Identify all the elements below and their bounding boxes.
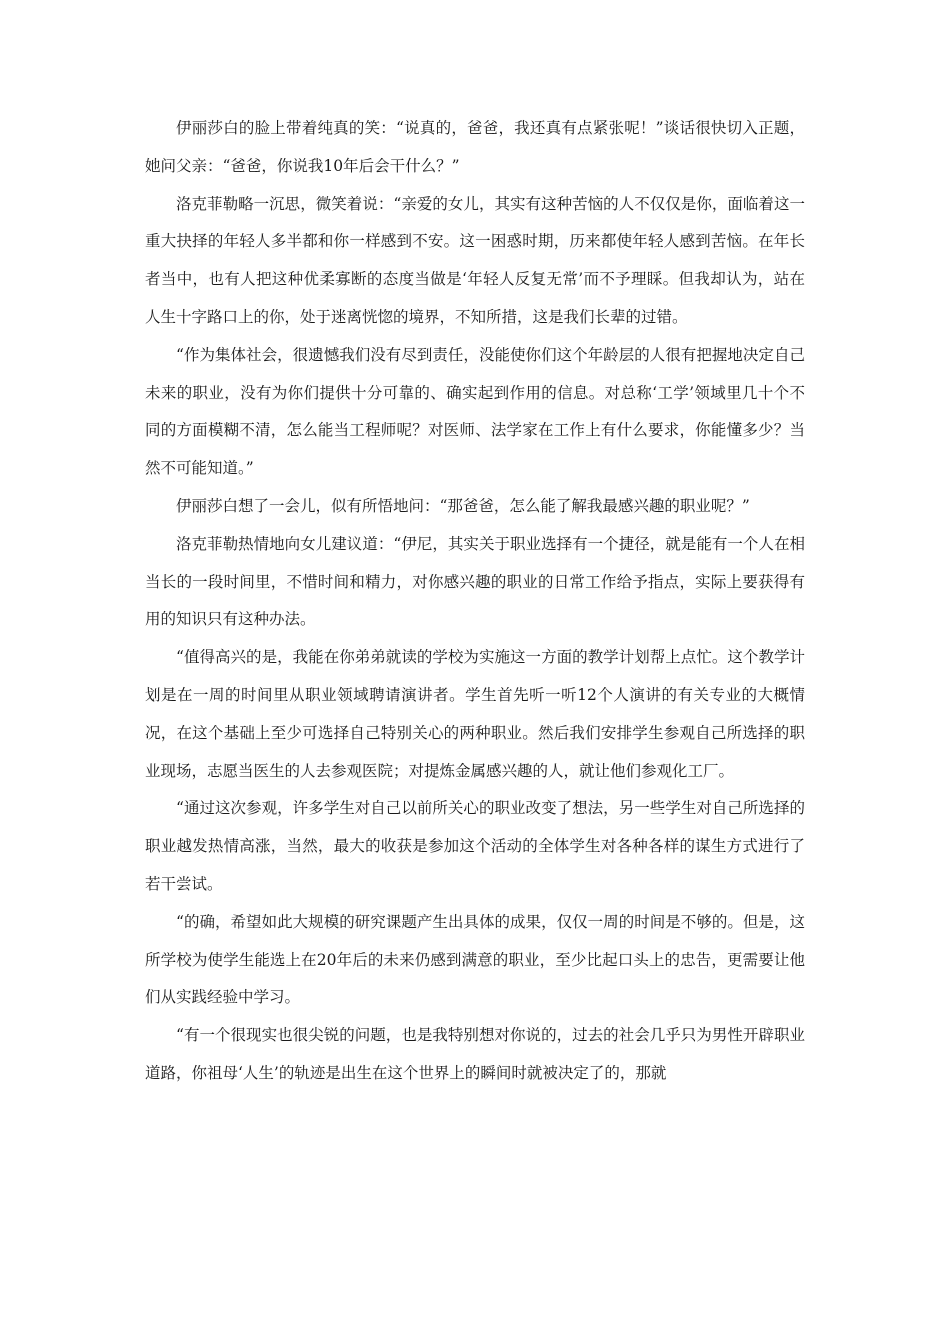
paragraph-5: 洛克菲勒热情地向女儿建议道：“伊尼，其实关于职业选择有一个捷径，就是能有一个人在相当长的一段时间里，不惜时间和精力，对你感兴趣的职业的日常工作给予指点，实际上要获得有用的知识只有这种办法。	[145, 534, 805, 629]
document-body	[145, 110, 805, 1093]
paragraph-6: “值得高兴的是，我能在你弟弟就读的学校为实施这一方面的教学计划帮上点忙。这个教学计划是在一周的时间里从职业领域聘请演讲者。学生首先听一听12个人演讲的有关专业的大概情况，在这个基础上至少可选择自己特别关心的两种职业。然后我们安排学生参观自己所选择的职业现场，志愿当医生的人去参观医院；对提炼金属感兴趣的人，就让他们参观化工厂。	[145, 648, 805, 780]
paragraph-1: 伊丽莎白的脸上带着纯真的笑：“说真的，爸爸，我还真有点紧张呢！”谈话很快切入正题，她问父亲：“爸爸，你说我10年后会干什么？”	[145, 119, 805, 175]
paragraph-9: “有一个很现实也很尖锐的问题，也是我特别想对你说的，过去的社会几乎只为男性开辟职业道路，你祖母‘人生’的轨迹是出生在这个世界上的瞬间时就被决定了的，那就	[145, 1026, 805, 1082]
paragraph-4: 伊丽莎白想了一会儿，似有所悟地问：“那爸爸，怎么能了解我最感兴趣的职业呢？”	[176, 496, 750, 515]
paragraph-8: “的确，希望如此大规模的研究课题产生出具体的成果，仅仅一周的时间是不够的。但是，这所学校为使学生能选上在20年后的未来仍感到满意的职业，至少比起口头上的忠告，更需要让他们从实践经验中学习。	[145, 912, 805, 1007]
paragraph-3: “作为集体社会，很遗憾我们没有尽到责任，没能使你们这个年龄层的人很有把握地决定自己未来的职业，没有为你们提供十分可靠的、确实起到作用的信息。对总称‘工学’领域里几十个不同的方面模糊不清，怎么能当工程师呢？对医师、法学家在工作上有什么要求，你能懂多少？当然不可能知道。”	[145, 345, 805, 478]
paragraph-2: 洛克菲勒略一沉思，微笑着说：“亲爱的女儿，其实有这种苦恼的人不仅仅是你，面临着这一重大抉择的年轻人多半都和你一样感到不安。这一困惑时期，历来都使年轻人感到苦恼。在年长者当中，也有人把这种优柔寡断的态度当做是‘年轻人反复无常’而不予理睬。但我却认为，站在人生十字路口上的你，处于迷离恍惚的境界，不知所措，这是我们长辈的过错。	[145, 194, 805, 326]
paragraph-7: “通过这次参观，许多学生对自己以前所关心的职业改变了想法，另一些学生对自己所选择的职业越发热情高涨，当然，最大的收获是参加这个活动的全体学生对各种各样的谋生方式进行了若干尝试。	[145, 799, 805, 893]
